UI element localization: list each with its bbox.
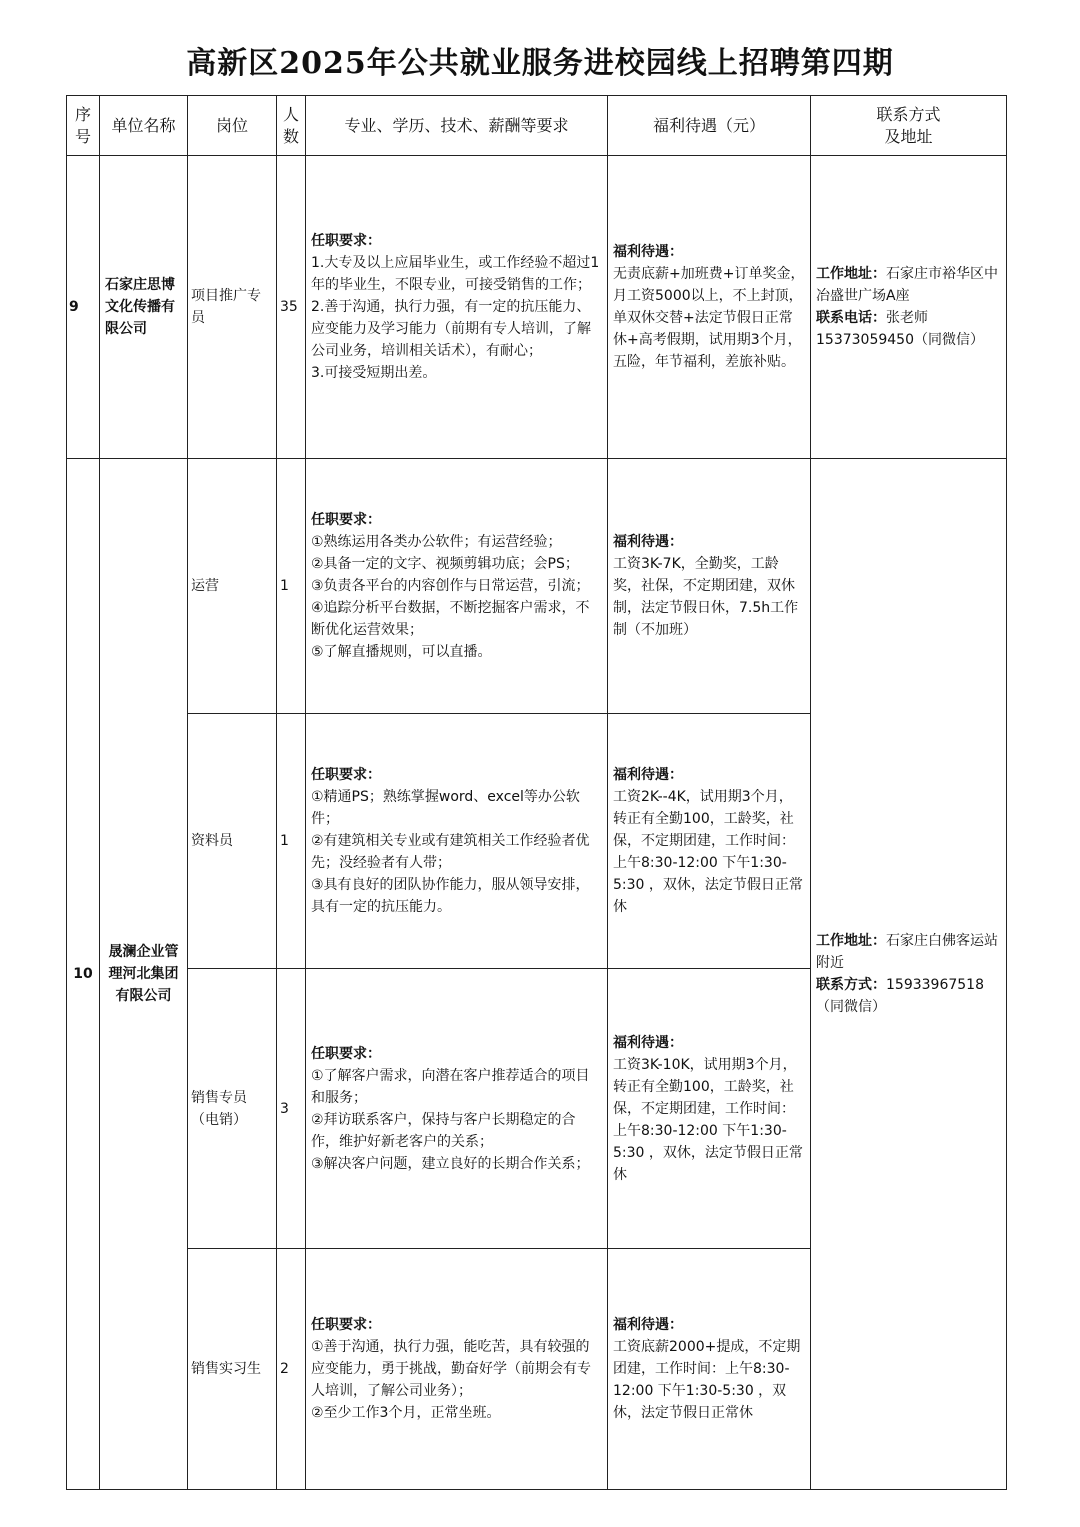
- header-benefits: 福利待遇（元）: [608, 96, 811, 156]
- requirements-label: 任职要求：: [311, 233, 381, 249]
- requirement-line: ⑤了解直播规则，可以直播。: [311, 644, 492, 660]
- header-contact-line2: 及地址: [884, 126, 933, 146]
- header-count: 人数: [277, 96, 306, 156]
- requirement-line: 3.可接受短期出差。: [311, 365, 437, 381]
- requirements-cell: [306, 1249, 608, 1490]
- benefits-cell: [608, 969, 811, 1249]
- position-title: 销售实习生: [188, 1249, 277, 1490]
- header-contact-line1: 联系方式: [876, 104, 941, 124]
- position-count: 1: [277, 714, 306, 969]
- requirements-label: 任职要求：: [311, 512, 381, 528]
- requirement-line: ④追踪分析平台数据，不断挖掘客户需求，不断优化运营效果；: [311, 600, 590, 638]
- contact-cell: [811, 156, 1007, 459]
- position-count: 3: [277, 969, 306, 1249]
- requirement-line: 2.善于沟通，执行力强，有一定的抗压能力、应变能力及学习能力（前期有专人培训，了解公司业务，培训相关话术），有耐心；: [311, 299, 591, 359]
- requirements-cell: [306, 459, 608, 714]
- position-title: 资料员: [188, 714, 277, 969]
- requirements-label: 任职要求：: [311, 1045, 381, 1062]
- requirement-line: ②拜访联系客户，保持与客户长期稳定的合作，维护好新老客户的关系；: [311, 1111, 576, 1150]
- requirement-line: ①精通PS；熟练掌握word、excel等办公软件；: [311, 789, 580, 827]
- header-seq: 序号: [67, 96, 100, 156]
- benefits-label: 福利待遇：: [613, 1034, 683, 1051]
- benefits-text: 无责底薪+加班费+订单奖金，月工资5000以上，不上封顶，单双休交替+法定节假日正常休+高考假期，试用期3个月，五险，年节福利，差旅补贴。: [613, 266, 805, 370]
- phone-text: 张老师15373059450（同微信）: [816, 310, 984, 348]
- address-label: 工作地址：: [816, 933, 886, 949]
- phone-text: 15933967518（同微信）: [816, 977, 984, 1015]
- benefits-cell: [608, 714, 811, 969]
- position-title: 运营: [188, 459, 277, 714]
- company-name: 石家庄思博文化传播有限公司: [100, 156, 188, 459]
- contact-cell: [811, 459, 1007, 1490]
- requirement-line: ①熟练运用各类办公软件；有运营经验；: [311, 534, 562, 550]
- benefits-text: 工资3K-10K，试用期3个月，转正有全勤100，工龄奖，社保，不定期团建，工作时间：上午8:30-12:00 下午1:30-5:30 ，双休，法定节假日正常休: [613, 1056, 803, 1183]
- address-text: 石家庄白佛客运站附近: [816, 933, 998, 971]
- phone-label: 联系电话：: [816, 310, 886, 326]
- requirement-line: 1.大专及以上应届毕业生，或工作经验不超过1年的毕业生，不限专业，可接受销售的工作；: [311, 255, 600, 293]
- requirement-line: ③负责各平台的内容创作与日常运营，引流；: [311, 578, 590, 594]
- requirements-cell: [306, 969, 608, 1249]
- requirement-line: ②至少工作3个月，正常坐班。: [311, 1405, 501, 1421]
- requirements-label: 任职要求：: [311, 1317, 381, 1333]
- header-contact: [811, 96, 1007, 156]
- benefits-cell: [608, 1249, 811, 1490]
- header-company: 单位名称: [100, 96, 188, 156]
- requirements-cell: [306, 156, 608, 459]
- page-title: 高新区2025年公共就业服务进校园线上招聘第四期: [186, 46, 894, 81]
- table-row: [67, 156, 1007, 459]
- requirement-line: ②具备一定的文字、视频剪辑功底；会PS；: [311, 556, 579, 572]
- benefits-cell: [608, 156, 811, 459]
- position-title: 项目推广专员: [188, 156, 277, 459]
- requirements-cell: [306, 714, 608, 969]
- address-text: 石家庄市裕华区中冶盛世广场A座: [816, 266, 998, 304]
- header-requirements: 专业、学历、技术、薪酬等要求: [306, 96, 608, 156]
- recruitment-table: [66, 95, 1007, 1490]
- address-label: 工作地址：: [816, 266, 886, 282]
- position-count: 2: [277, 1249, 306, 1490]
- benefits-label: 福利待遇：: [613, 244, 683, 260]
- table-header-row: [67, 96, 1007, 156]
- table-row: [67, 459, 1007, 714]
- benefits-text: 工资底薪2000+提成，不定期团建，工作时间：上午8:30-12:00 下午1:30-5:30 ，双休，法定节假日正常休: [613, 1339, 801, 1421]
- header-position: 岗位: [188, 96, 277, 156]
- benefits-label: 福利待遇：: [613, 1317, 683, 1333]
- benefits-cell: [608, 459, 811, 714]
- benefits-label: 福利待遇：: [613, 767, 683, 783]
- phone-label: 联系方式：: [816, 977, 886, 993]
- requirements-label: 任职要求：: [311, 767, 381, 783]
- requirement-line: ①善于沟通，执行力强，能吃苦，具有较强的应变能力，勇于挑战，勤奋好学（前期会有专人培训，了解公司业务）；: [311, 1339, 591, 1399]
- row-seq: 10: [67, 459, 100, 1490]
- position-count: 1: [277, 459, 306, 714]
- requirement-line: ①了解客户需求，向潜在客户推荐适合的项目和服务；: [311, 1067, 590, 1106]
- position-title: 销售专员（电销）: [188, 969, 277, 1249]
- requirement-line: ③解决客户问题，建立良好的长期合作关系；: [311, 1155, 590, 1172]
- position-count: 35: [277, 156, 306, 459]
- benefits-label: 福利待遇：: [613, 534, 683, 550]
- benefits-text: 工资2K--4K，试用期3个月，转正有全勤100，工龄奖，社保，不定期团建，工作时间：上午8:30-12:00 下午1:30-5:30 ，双休，法定节假日正常休: [613, 789, 803, 915]
- requirement-line: ②有建筑相关专业或有建筑相关工作经验者优先；没经验者有人带；: [311, 833, 590, 871]
- company-name: 晟澜企业管理河北集团有限公司: [100, 459, 188, 1490]
- row-seq: 9: [67, 156, 100, 459]
- benefits-text: 工资3K-7K，全勤奖，工龄奖，社保，不定期团建，双休制，法定节假日休，7.5h工作制（不加班）: [613, 556, 799, 638]
- requirement-line: ③具有良好的团队协作能力，服从领导安排，具有一定的抗压能力。: [311, 877, 590, 915]
